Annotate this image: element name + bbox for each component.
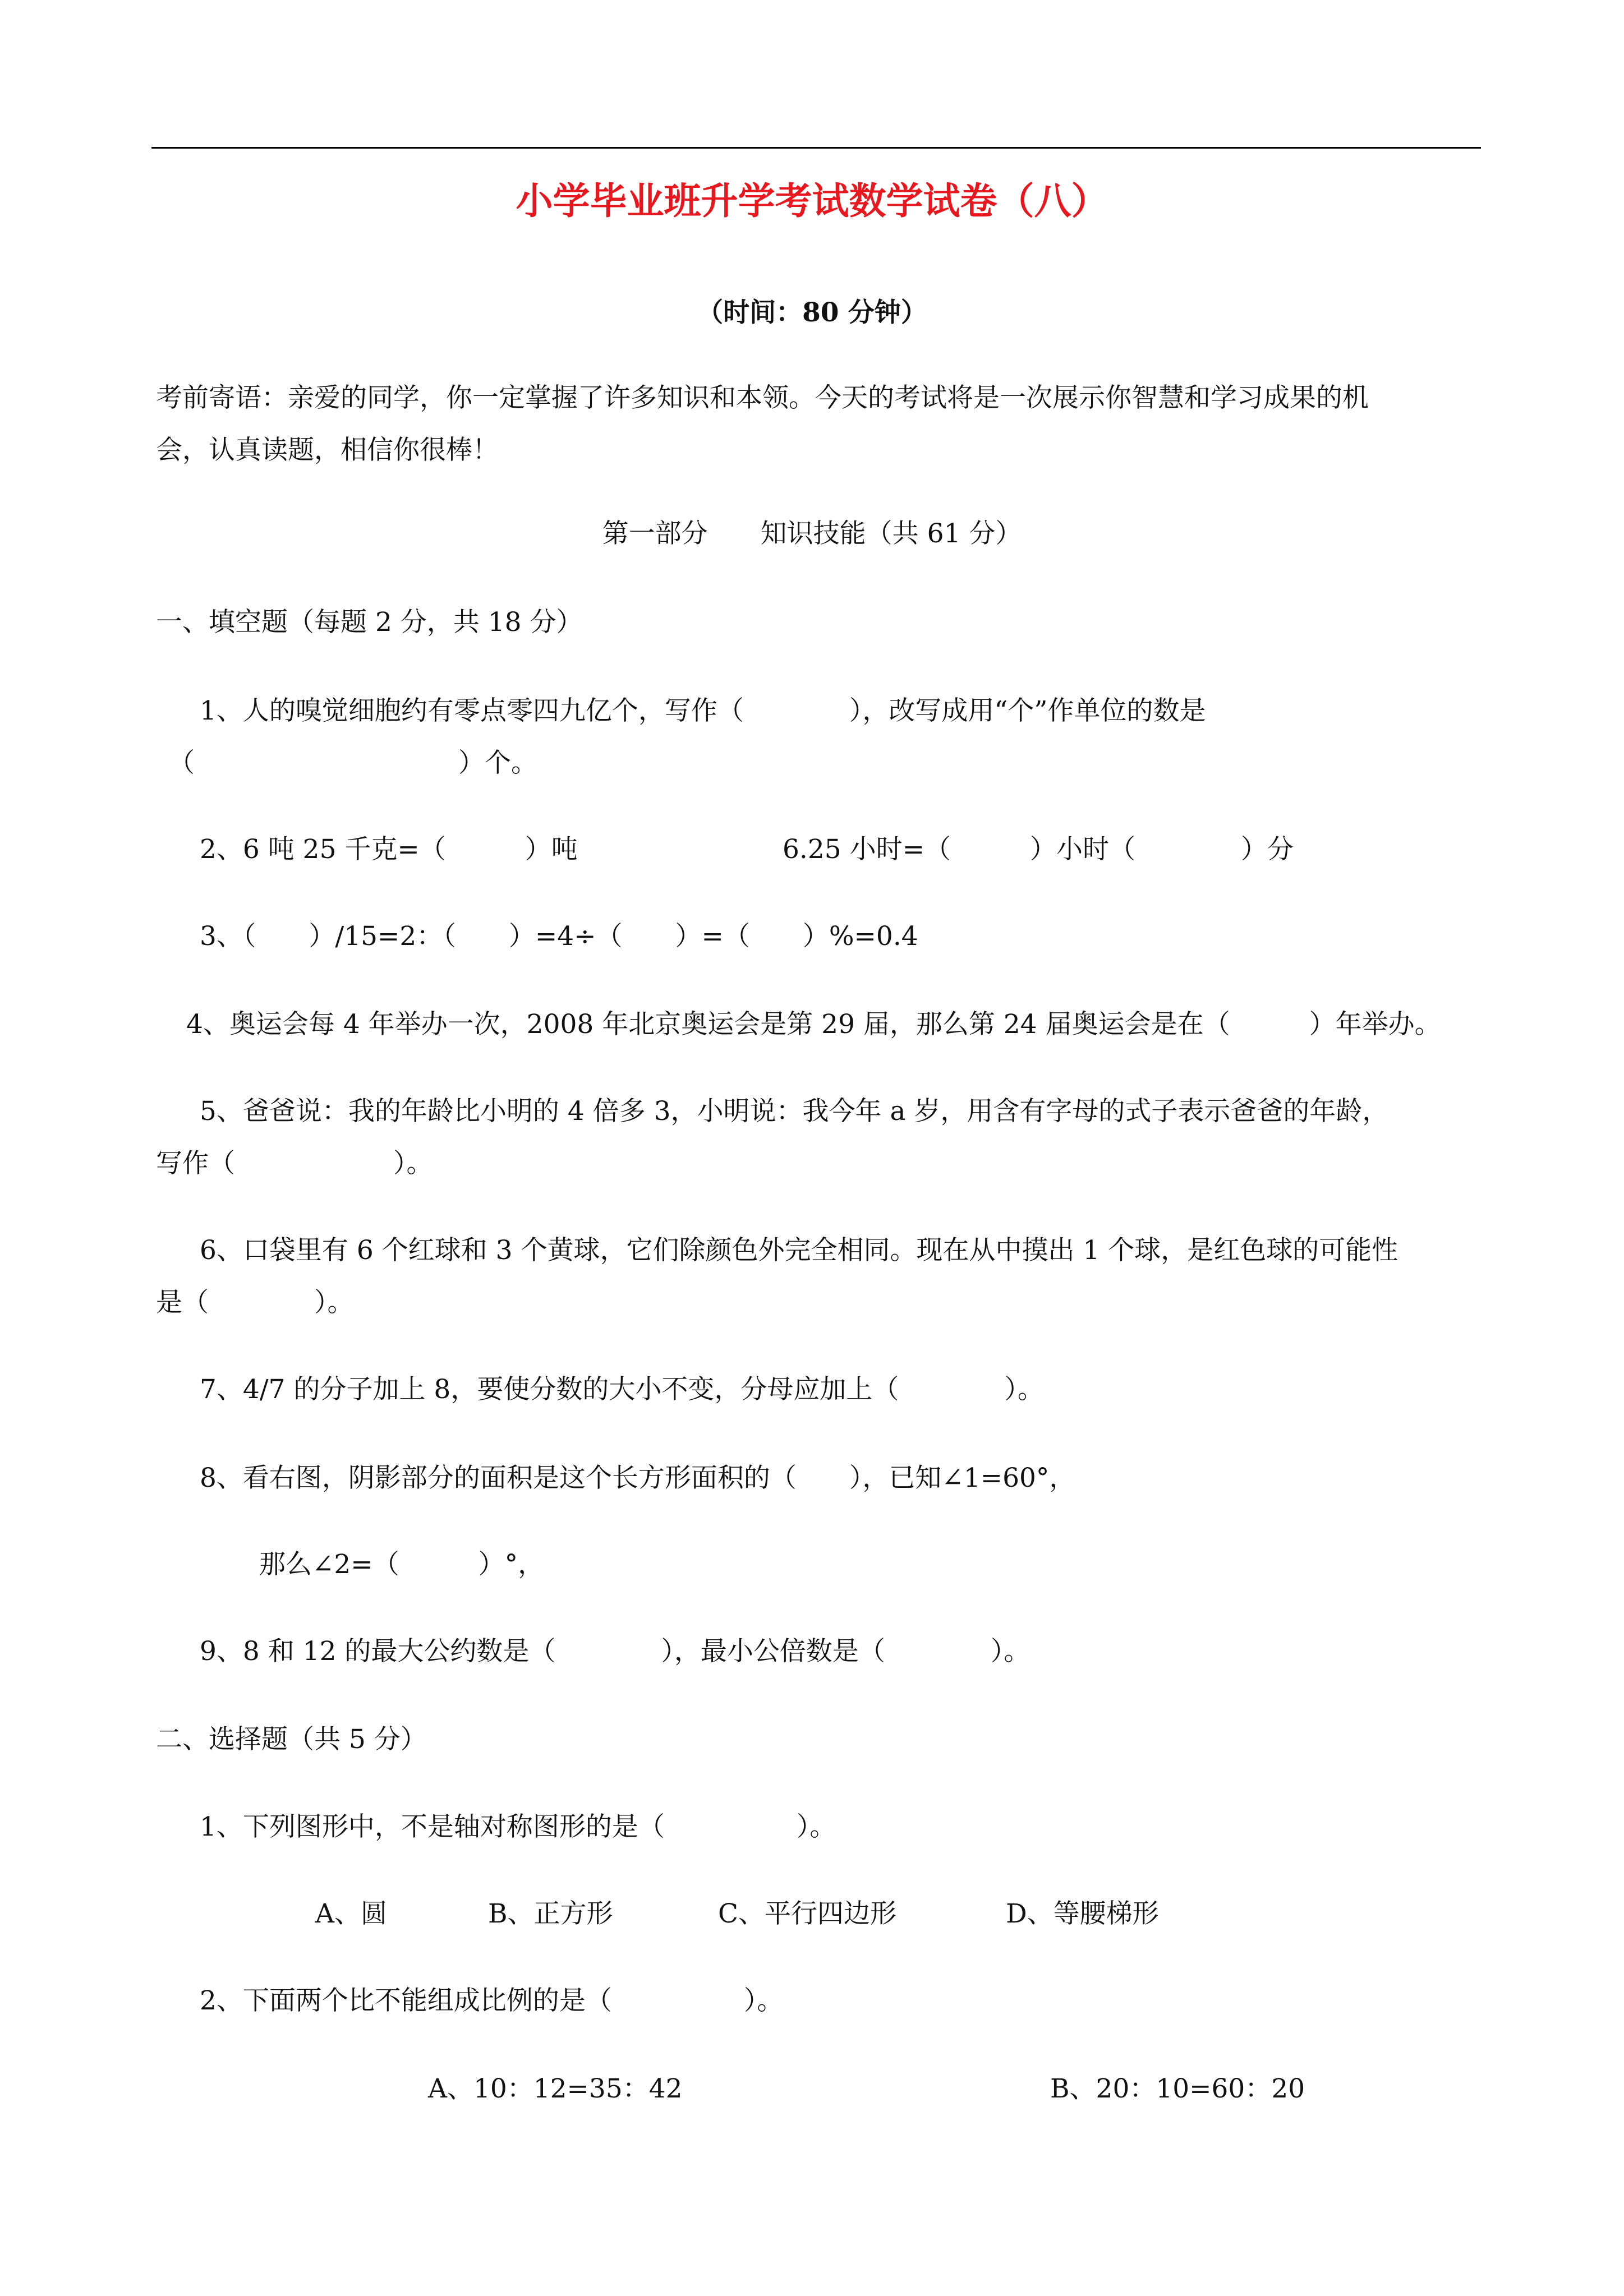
choice-1-option-c: C、平行四边形 <box>718 1898 896 1929</box>
choice-2-option-a: A、10：12=35：42 <box>428 2073 683 2104</box>
question-8-line-2: 那么∠2=（ ）°， <box>259 1549 545 1580</box>
choice-1-option-d: D、等腰梯形 <box>1006 1898 1159 1929</box>
question-5-line-2: 写作（ ）。 <box>156 1148 433 1179</box>
section2-heading: 二、选择题（共 5 分） <box>156 1724 427 1755</box>
question-5-line-1: 5、爸爸说：我的年龄比小明的 4 倍多 3，小明说：我今年 a 岁，用含有字母的式子表示爸爸的年龄， <box>200 1096 1389 1127</box>
section1-heading: 一、填空题（每题 2 分，共 18 分） <box>156 607 583 638</box>
choice-1-option-a: A、圆 <box>315 1898 387 1929</box>
question-4: 4、奥运会每 4 年举办一次，2008 年北京奥运会是第 29 届，那么第 24 届奥运会是在（ ）年举办。 <box>186 1009 1441 1040</box>
question-2-left: 2、6 吨 25 千克=（ ）吨 <box>200 834 578 865</box>
question-2-right: 6.25 小时=（ ）小时（ ）分 <box>783 834 1294 865</box>
exam-title: 小学毕业班升学考试数学试卷（八） <box>516 179 1108 223</box>
question-6-line-1: 6、口袋里有 6 个红球和 3 个黄球，它们除颜色外完全相同。现在从中摸出 1 个球，是红色球的可能性 <box>200 1235 1398 1266</box>
question-7: 7、4/7 的分子加上 8，要使分数的大小不变，分母应加上（ ）。 <box>200 1374 1044 1405</box>
question-6-line-2: 是（ ）。 <box>156 1287 354 1318</box>
question-1-line-2: （ ）个。 <box>168 748 537 778</box>
question-1-line-1: 1、人的嗅觉细胞约有零点零四九亿个，写作（ ），改写成用“个”作单位的数是 <box>200 695 1206 726</box>
part1-heading: 第一部分 知识技能（共 61 分） <box>602 518 1022 549</box>
choice-question-2: 2、下面两个比不能组成比例的是（ ）。 <box>200 1985 784 2016</box>
intro-line-2: 会，认真读题，相信你很棒！ <box>156 435 499 465</box>
choice-2-option-b: B、20：10=60：20 <box>1050 2073 1305 2104</box>
choice-question-1: 1、下列图形中，不是轴对称图形的是（ ）。 <box>200 1811 836 1842</box>
exam-time: （时间：80 分钟） <box>697 297 927 328</box>
choice-1-option-b: B、正方形 <box>488 1898 613 1929</box>
question-8-line-1: 8、看右图，阴影部分的面积是这个长方形面积的（ ），已知∠1=60°， <box>200 1463 1076 1493</box>
intro-line-1: 考前寄语：亲爱的同学，你一定掌握了许多知识和本领。今天的考试将是一次展示你智慧和学习成果的机 <box>156 382 1369 413</box>
question-3: 3、（ ）/15=2：（ ）=4÷（ ）=（ ）%=0.4 <box>200 921 918 952</box>
header-rule <box>151 147 1481 149</box>
question-9: 9、8 和 12 的最大公约数是（ ），最小公倍数是（ ）。 <box>200 1636 1030 1667</box>
